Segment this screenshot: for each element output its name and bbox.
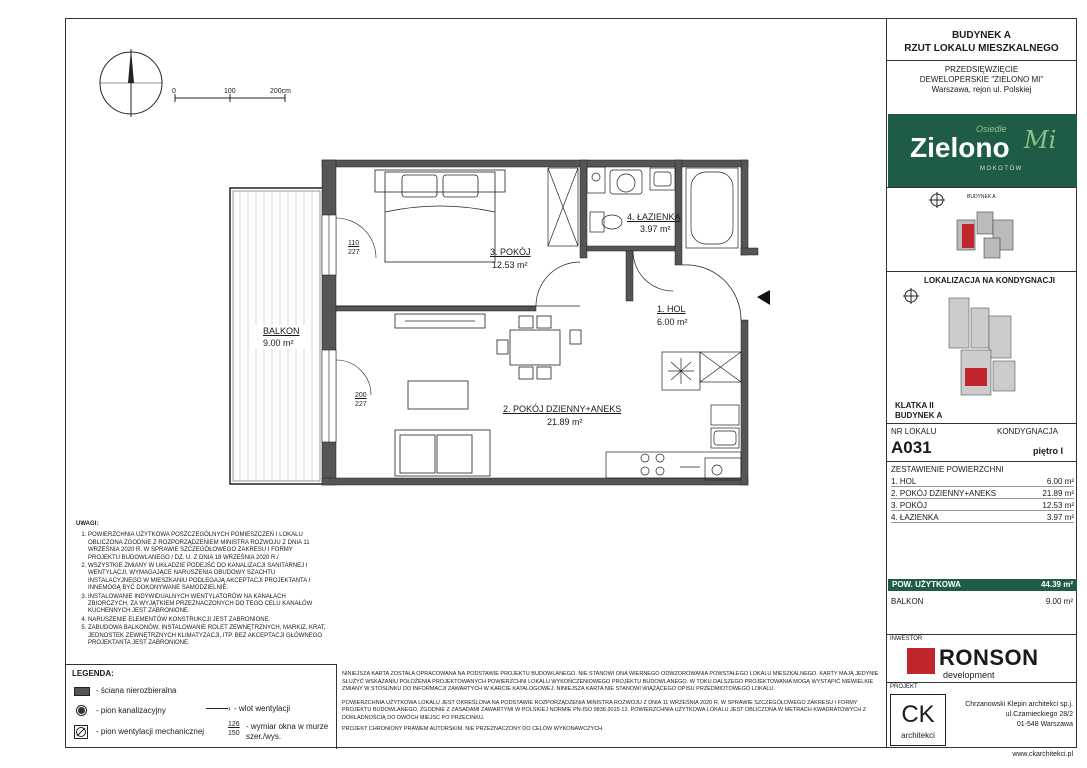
summary-title: ZESTAWIENIE POWIERZCHNI (891, 465, 1004, 474)
legend (66, 664, 337, 749)
title-panel (886, 18, 1077, 758)
room-3-area: 12.53 m² (492, 260, 528, 270)
summary-row: 2. POKÓJ DZIENNY+ANEKS 21.89 m² (891, 489, 1074, 498)
note-item: 4. NARUSZENIE ELEMENTÓW KONSTRUKCJI JEST ZABRONIONE. (88, 617, 326, 624)
disclaimer-p2: POWIERZCHNIA UŻYTKOWA LOKALU JEST OKREŚLONA NA PODSTAWIE ROZPORZĄDZENIA MINISTRA ROZWOJU Z DNIA 11 WRZEŚNIA 2020 R. W SPRAWIE SZCZEGÓŁOWEGO ZAKRESU I FORMY PROJEKTU BUDOWLANEGO. ZGODNIE Z ZASADAMI ZAWARTYMI W POLSKIEJ NORMIE PN-ISO 9836:2015-12. POWIERZCHNIA UŻYTKOWA LOKALU JEST OBLICZONA W METRACH KWADRATOWYCH Z DOKŁADNOŚCIĄ DO DWÓCH MIEJSC PO PRZECINKU. (342, 699, 867, 721)
balcony-name: BALKON (263, 326, 300, 336)
title-line-2: RZUT LOKALU MIESZKALNEGO (904, 43, 1059, 54)
scale-label-0: 0 (172, 88, 176, 95)
scale-label-200: 200cm (270, 88, 292, 95)
balcony-value: 9.00 m² (1045, 597, 1073, 606)
disclaimer (342, 671, 882, 734)
room-4-name: 4. ŁAZIENKA (627, 212, 681, 222)
balcony (230, 188, 323, 484)
legend-okno-bot: 150 (228, 730, 240, 737)
designer-label: PROJEKT (890, 684, 918, 690)
legend-pion-went: - pion wentylacji mechanicznej (96, 727, 205, 736)
notes-block (76, 521, 326, 649)
legend-title: LEGENDA: (72, 669, 114, 678)
window-2-height: 227 (355, 401, 367, 408)
unit-number: A031 (891, 438, 932, 457)
wall-swatch-icon (74, 687, 90, 696)
ck-logo-sub: architekci (901, 731, 935, 740)
ck-logo-text: CK (901, 701, 935, 728)
window-1-height: 227 (348, 249, 360, 256)
bed (375, 170, 505, 262)
location-klatka: KLATKA II (895, 401, 934, 410)
unit-nr-label: NR LOKALU (891, 427, 937, 436)
title-line-1: BUDYNEK A (951, 30, 1012, 41)
living-furniture (395, 314, 581, 476)
scale-bar (175, 94, 285, 102)
room-3-name: 3. POKÓJ (490, 247, 531, 257)
panel-title (887, 29, 1076, 55)
legend-okno: - wymiar okna w murze szer./wys. (246, 722, 329, 741)
investor-sub: development (943, 670, 995, 680)
wlot-arrow-head: › (228, 704, 231, 713)
room-4-area: 3.97 m² (640, 224, 671, 234)
pion-kanalizacyjny-icon (76, 705, 87, 716)
ck-logo (890, 694, 946, 746)
note-item: 2. WSZYSTKIE ZMIANY W UKŁADZIE PODEJŚĆ DO KANALIZACJI SANITARNEJ I WENTYLACJI, WYMAGAJĄCE NARUSZENIA OBUDOWY SZACHTU INSTALACYJNEGO W MIESZKANIU PODLEGAJĄ AKCEPTACJI PROJEKTANTA I INNEMOGĄ BYĆ DOKONYWANE SAMODZIELNIE. (88, 563, 326, 593)
project-line-2: DEWELOPERSKIE "ZIELONO MI" (919, 75, 1044, 84)
project-line-1: PRZEDSIĘWZIĘCIE (944, 65, 1019, 74)
location-budynek: BUDYNEK A (895, 411, 943, 420)
legend-wlot: - wlot wentylacji (234, 704, 291, 713)
designer-line-2: ul.Czarnieckiego 28/2 (1005, 711, 1073, 718)
room-2-area: 21.89 m² (547, 417, 583, 427)
room-2-name: 2. POKÓJ DZIENNY+ANEKS (503, 404, 622, 414)
location-title: LOKALIZACJA NA KONDYGNACJI (924, 276, 1055, 285)
project-line-3: Warszawa, rejon ul. Polskiej (931, 85, 1032, 94)
logo-main: Zielono (910, 132, 1010, 163)
total-label: POW. UŻYTKOWA (892, 580, 961, 589)
disclaimer-p1: NINIEJSZA KARTA ZOSTAŁA OPRACOWANA NA PODSTAWIE PROJEKTU BUDOWLANEGO. NIE STANOWI ONA WIERNEGO ODWZOROWANIA POWSTAŁEGO LOKALU MIESZKALNEGO. KARTY MAJĄ JEDYNIE SŁUŻYĆ WSKAZANIU POŁOŻENIA PROJEKTOWANYCH POWIERZCHNI LOKALU WYKOŃCZENIOWEGO PROJEKTU BUDOWLANEGO. W TOKU DALSZEGO PROJEKTOWANIA MOGĄ WYSTĄPIĆ NIEWIELKIE ZMIANY W STOSUNKU DO INFORMACJI ZAWARTYCH W KARCIE KATALOGOWEJ. NINIEJSZA KARTA NIE STANOWI WIĄŻĄCEGO OPISU PRZEDMIOTOWEGO LOKALU. (342, 671, 879, 692)
disclaimer-p3: PROJEKT CHRONIONY PRAWEM AUTORSKIM. NIE PRZEZNACZONY DO CELÓW WYKONAWCZYCH. (342, 726, 604, 732)
kitchen (606, 352, 741, 480)
legend-pion-kan: - pion kanalizacyjny (96, 706, 166, 715)
logo-small: Osiedle (976, 124, 1007, 134)
designer-line-3: 01-548 Warszawa (1016, 721, 1073, 728)
summary-row: 3. POKÓJ 12.53 m² (891, 501, 1074, 510)
entrance-arrow-icon (757, 290, 770, 305)
notes-title: UWAGI: (76, 521, 99, 527)
summary-row: 1. HOL 6.00 m² (891, 477, 1074, 486)
investor-name: RONSON (939, 645, 1039, 670)
balcony-area: 9.00 m² (263, 338, 294, 348)
floor-location-plan (889, 286, 1076, 404)
unit-floor: piętro I (1033, 446, 1064, 456)
ronson-logo-icon (907, 648, 935, 674)
note-item: 3. INSTALOWANIE INDYWIDUALNYCH WENTYLATORÓW NA KANAŁACH ZBIORCZYCH, ZA WYJĄTKIEM PRZEZNACZONYCH DO TEGO CELU KANAŁÓW KUCHENNYCH JEST ZABRONIONE. (88, 594, 326, 616)
total-area-bar (888, 579, 1077, 591)
zielono-logo (888, 114, 1077, 187)
designer-line-1: Chrzanowski Klepin architekci sp.j. (965, 701, 1073, 708)
site-plan (889, 190, 1076, 270)
project-info (887, 65, 1076, 95)
pion-wentylacji-icon (74, 725, 88, 739)
scale-label-100: 100 (224, 88, 236, 95)
legend-okno-top: 126 (228, 721, 240, 728)
logo-sub: MOKOTÓW (980, 166, 1023, 172)
north-arrow-icon (100, 49, 162, 117)
note-item: 5. ZABUDOWA BALKONÓW, INSTALOWANIE ROLET ZEWNĘTRZNYCH, MARKIZ, KRAT, JEDNOSTEK ZEWNĘTRZNYCH KLIMATYZACJI, ITP. BEZ AKCEPTACJI GŁÓWNEGO PROJEKTANTA JEST ZABRONIONE. (88, 625, 326, 647)
walls (322, 160, 758, 485)
room-1-area: 6.00 m² (657, 317, 688, 327)
designer-url[interactable]: www.ckarchitekci.pl (1012, 751, 1073, 758)
legend-wall: - ściana nierozbieralna (96, 686, 177, 695)
site-label: BUDYNEK A (967, 194, 996, 200)
window-2-width: 200 (355, 392, 367, 399)
investor-label: INWESTOR (890, 636, 923, 642)
total-value: 44.39 m² (1040, 580, 1073, 589)
logo-script: Mi (1024, 126, 1057, 154)
balcony-label: BALKON (891, 597, 924, 606)
window-1-width: 110 (348, 240, 360, 247)
designer-address (965, 700, 1073, 730)
note-item: 1. POWIERZCHNIA UŻYTKOWA POSZCZEGÓLNYCH POMIESZCZEŃ I LOKALU OBLICZONA ZGODNIE Z ROZPORZĄDZENIEM MINISTRA ROZWOJU Z DNIA 11 WRZEŚNIA 2020 R. W SPRAWIE SZCZEGÓŁOWEGO ZAKRESU I FORMY PROJEKTU BUDOWLANEGO / DZ. U. Z DNIA 18 WRZEŚNIA 2020 R./ (88, 532, 326, 562)
unit-floor-label: KONDYGNACJA (997, 427, 1058, 436)
wardrobe (548, 168, 578, 246)
room-1-name: 1. HOL (657, 304, 686, 314)
wlot-arrow-icon (206, 708, 228, 709)
summary-row: 4. ŁAZIENKA 3.97 m² (891, 513, 1074, 522)
